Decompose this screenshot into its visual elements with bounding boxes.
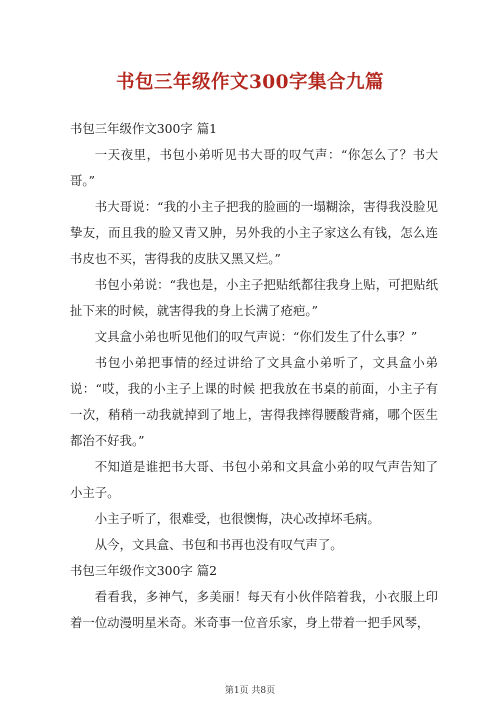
- paragraph: 小主子听了，很难受，也很懊悔，决心改掉坏毛病。: [94, 511, 380, 526]
- paragraph: 一天夜里，书包小弟听见书大哥的叹气声：“你怎么了？书大哥。”: [70, 147, 438, 188]
- document-title: 书包三年级作文300字集合九篇: [115, 72, 385, 93]
- section-heading-2: 书包三年级作文300字 篇2: [70, 563, 217, 578]
- document-body: [70, 116, 438, 636]
- paragraph: 文具盒小弟也听见他们的叹气声说：“你们发生了什么事？”: [94, 329, 418, 344]
- paragraph: 书包小弟说：“我也是，小主子把贴纸都往我身上贴，可把贴纸扯下来的时候，就害得我的身上长满了疮疤。”: [70, 277, 438, 318]
- paragraph: 看看我，多神气，多美丽！每天有小伙伴陪着我，小衣服上印着一位动漫明星米奇。米奇事一位音乐家，身上带着一把手风琴，: [70, 589, 438, 630]
- paragraph: 书大哥说：“我的小主子把我的脸画的一塌糊涂，害得我没脸见挚友，而且我的脸又青又肿，另外我的小主子家这么有钱，怎么连书皮也不买，害得我的皮肤又黑又烂。”: [70, 199, 438, 266]
- paragraph: 书包小弟把事情的经过讲给了文具盒小弟听了，文具盒小弟说：“哎，我的小主子上课的时候 把我放在书桌的前面，小主子有一次，稍稍一动我就掉到了地上，害得我摔得腰酸背痛，哪个医生都治不好我。”: [70, 355, 438, 448]
- page-footer: 第1页 共8页: [224, 686, 276, 696]
- paragraph: 从今，文具盒、书包和书再也没有叹气声了。: [94, 537, 343, 552]
- paragraph: 不知道是谁把书大哥、书包小弟和文具盒小弟的叹气声告知了小主子。: [70, 459, 438, 500]
- section-heading-1: 书包三年级作文300字 篇1: [70, 121, 217, 136]
